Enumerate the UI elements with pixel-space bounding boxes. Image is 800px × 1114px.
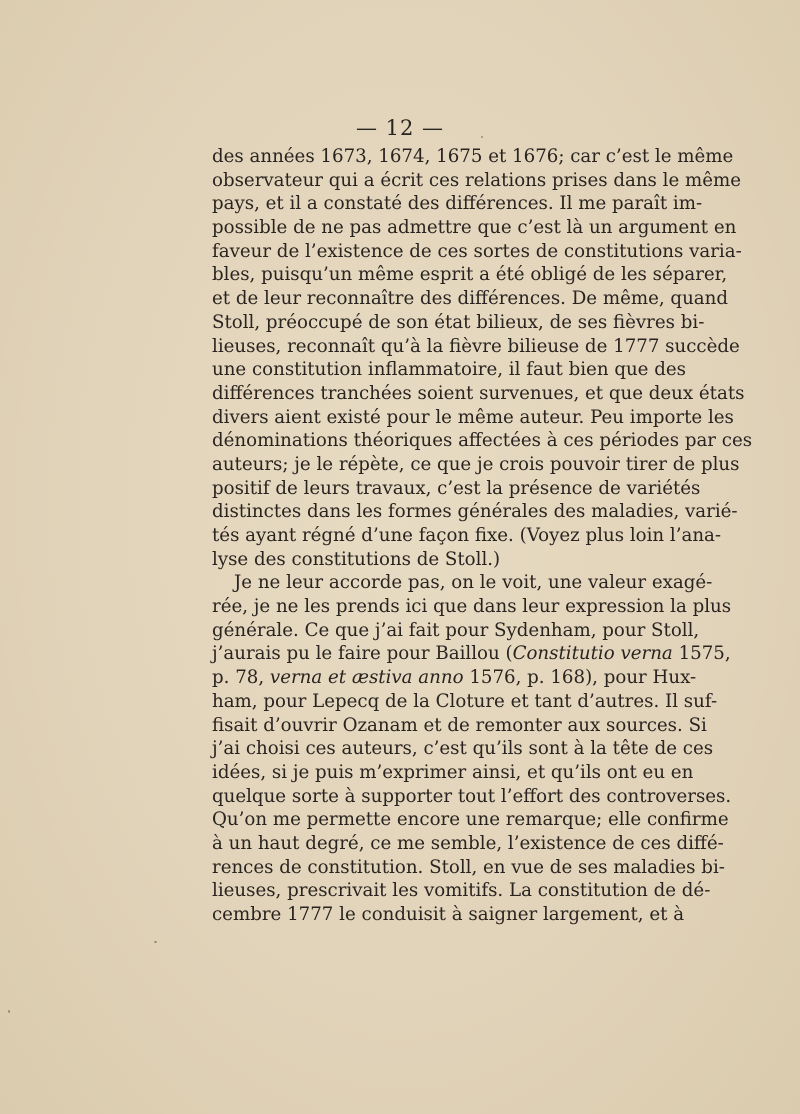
- text-segment: 1576, p. 168), pour Hux-: [463, 667, 697, 689]
- text-line: et de leur reconnaître des différences. De même, quand: [212, 288, 728, 310]
- text-line: Stoll, préoccupé de son état bilieux, de ses fièvres bi-: [212, 311, 705, 333]
- text-line: auteurs; je le répète, ce que je crois pouvoir tirer de plus: [212, 453, 740, 475]
- text-line: ham, pour Lepecq de la Cloture et tant d’autres. Il suf-: [212, 690, 718, 712]
- text-line: divers aient existé pour le même auteur. Peu importe les: [212, 406, 734, 428]
- italic-citation: Constitutio verna: [512, 643, 673, 665]
- paper-speck: [481, 136, 483, 138]
- text-line: à un haut degré, ce me semble, l’existence de ces diffé-: [212, 832, 724, 854]
- text-line: rences de constitution. Stoll, en vue de ses maladies bi-: [212, 856, 725, 878]
- text-line: une constitution inflammatoire, il faut bien que des: [212, 359, 686, 381]
- text-line: quelque sorte à supporter tout l’effort des controverses.: [212, 785, 732, 807]
- text-line: différences tranchées soient survenues, et que deux états: [212, 382, 745, 404]
- text-line: j’ai choisi ces auteurs, c’est qu’ils sont à la tête de ces: [212, 738, 714, 760]
- text-line: observateur qui a écrit ces relations prises dans le même: [212, 169, 742, 191]
- text-line: distinctes dans les formes générales des maladies, varié-: [212, 501, 738, 523]
- page-body-text: [212, 145, 753, 927]
- text-line: lieuses, reconnaît qu’à la fièvre bilieuse de 1777 succède: [212, 335, 740, 357]
- page-number: — 12 —: [355, 116, 445, 140]
- text-line: lieuses, prescrivait les vomitifs. La constitution de dé-: [212, 880, 711, 902]
- paper-speck: [8, 1010, 10, 1013]
- text-line: fisait d’ouvrir Ozanam et de remonter aux sources. Si: [212, 714, 707, 736]
- text-segment: p. 78,: [212, 667, 270, 689]
- paper-speck: [154, 941, 157, 943]
- text-line-with-italic: [212, 666, 697, 690]
- text-line-with-italic: [212, 642, 731, 666]
- text-line: cembre 1777 le conduisit à saigner largement, et à: [212, 904, 685, 925]
- italic-citation: verna et æstiva anno: [269, 667, 464, 689]
- text-line: positif de leurs travaux, c’est la présence de variétés: [212, 477, 701, 499]
- text-line: des années 1673, 1674, 1675 et 1676; car c’est le même: [212, 146, 734, 167]
- text-line: tés ayant régné d’une façon fixe. (Voyez plus loin l’ana-: [212, 525, 722, 546]
- text-line: idées, si je puis m’exprimer ainsi, et qu’ils ont eu en: [212, 761, 694, 783]
- text-line: faveur de l’existence de ces sortes de constitutions varia-: [212, 240, 742, 262]
- text-line: Je ne leur accorde pas, on le voit, une valeur exagé-: [234, 572, 713, 594]
- text-line: rée, je ne les prends ici que dans leur expression la plus: [212, 596, 732, 618]
- text-line: pays, et il a constaté des différences. Il me paraît im-: [212, 193, 703, 215]
- text-line: dénominations théoriques affectées à ces périodes par ces: [212, 430, 753, 452]
- text-line: générale. Ce que j’ai fait pour Sydenham, pour Stoll,: [212, 619, 700, 641]
- text-line: Qu’on me permette encore une remarque; elle confirme: [212, 809, 729, 831]
- text-line: bles, puisqu’un même esprit a été obligé de les séparer,: [212, 264, 728, 286]
- text-segment: 1575,: [672, 643, 731, 665]
- text-line: lyse des constitutions de Stoll.): [212, 548, 501, 570]
- text-line: possible de ne pas admettre que c’est là un argument en: [212, 217, 737, 239]
- text-segment: j’aurais pu le faire pour Baillou (: [212, 643, 513, 665]
